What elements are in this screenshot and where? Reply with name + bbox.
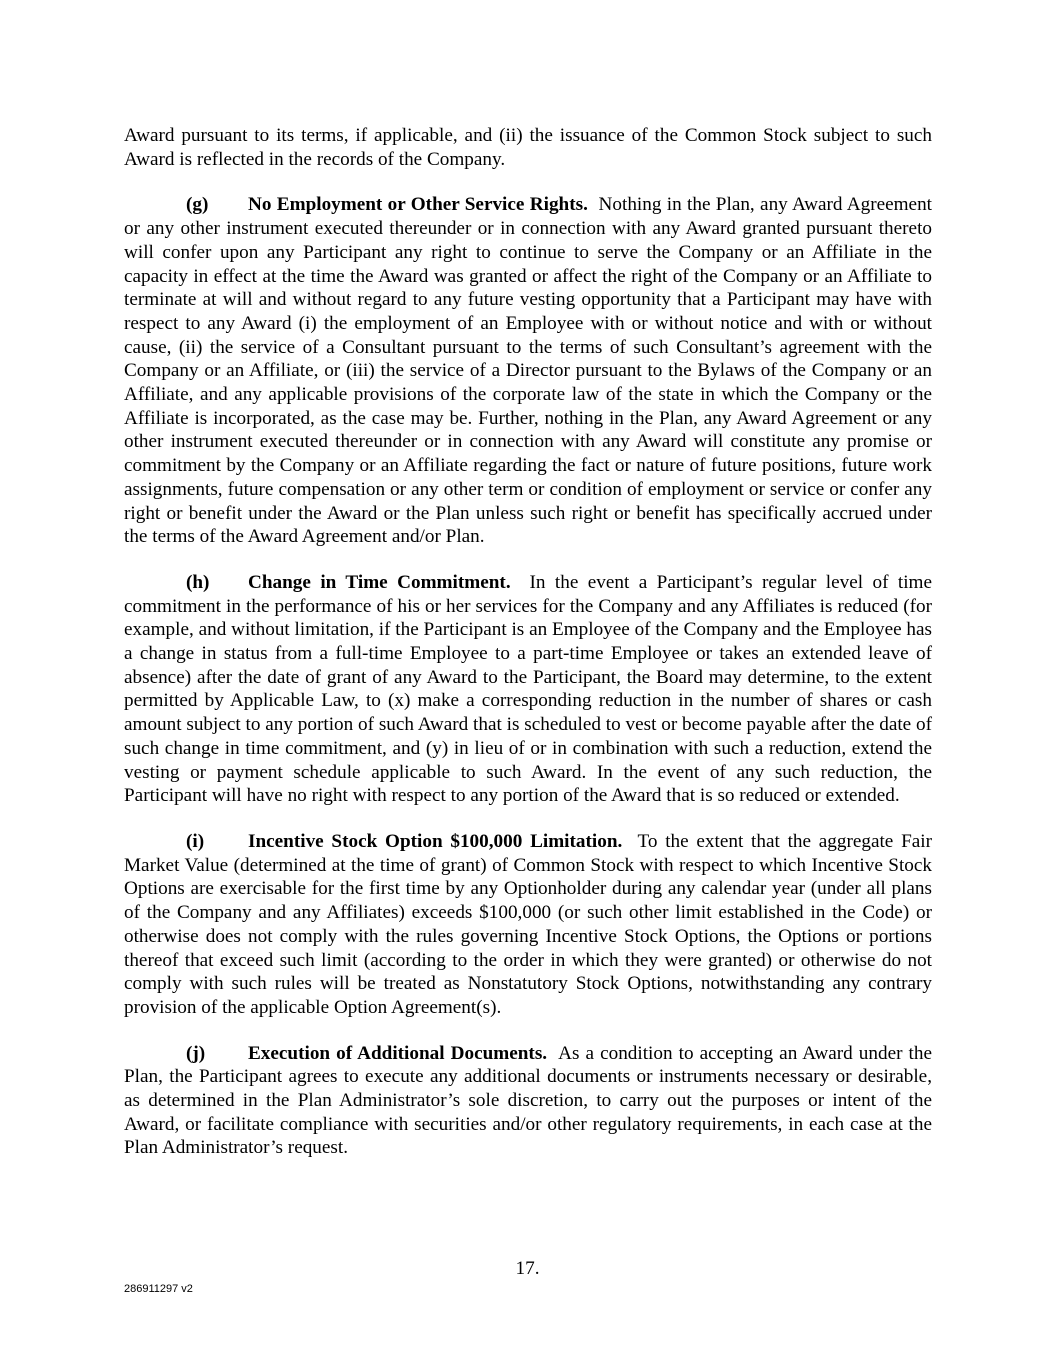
section-g-paragraph (124, 193, 932, 549)
section-i-label: (i) (186, 830, 205, 852)
section-j-body: As a condition to accepting an Award under the Plan, the Participant agrees to execute any additional documents or instruments necessary or desirable, as determined in the Plan Administrator’s sole discretion, to carry out the purposes or intent of the Award, or facilitate compliance with securities and/or other regulatory requirements, in each case at the Plan Administrator’s request. (124, 1042, 932, 1159)
section-h-body: In the event a Participant’s regular level of time commitment in the performance of his or her services for the Company and any Affiliates is reduced (for example, and without limitation, if the Participant is an Employee of the Company and the Employee has a change in status from a full-time Employee to a part-time Employee or takes an extended leave of absence) after the date of grant of any Award to the Participant, the Board may determine, to the extent permitted by Applicable Law, to (x) make a corresponding reduction in the number of shares or cash amount subject to any portion of such Award that is scheduled to vest or become payable after the date of such change in time commitment, and (y) in lieu of or in combination with such a reduction, extend the vesting or payment schedule applicable to such Award. In the event of any such reduction, the Participant will have no right with respect to any portion of the Award that is so reduced or extended. (124, 571, 933, 807)
section-j-label: (j) (186, 1042, 206, 1064)
section-j-heading: Execution of Additional Documents. (248, 1042, 548, 1064)
page-number: 17. (515, 1258, 540, 1279)
section-g-heading: No Employment or Other Service Rights. (248, 194, 588, 216)
continuation-paragraph: Award pursuant to its terms, if applicable, and (ii) the issuance of the Common Stock subject to such Award is reflected in the records of the Company. (124, 125, 932, 170)
section-i-body: To the extent that the aggregate Fair Market Value (determined at the time of grant) of Common Stock with respect to which Incentive Stock Options are exercisable for the first time by any Optionholder during any calendar year (under all plans of the Company and any Affiliates) exceeds $100,000 (or such other limit established in the Code) or otherwise does not comply with the rules governing Incentive Stock Options, the Options or portions thereof that exceed such limit (according to the order in which they were granted) or otherwise do not comply with such rules will be treated as Nonstatutory Stock Options, notwithstanding any contrary provision of the applicable Option Agreement(s). (124, 830, 932, 1018)
section-i-heading: Incentive Stock Option $100,000 Limitation. (248, 830, 623, 852)
section-h-label: (h) (186, 571, 210, 593)
section-g-body: Nothing in the Plan, any Award Agreement or any other instrument executed thereunder or in connection with any Award granted pursuant thereto will confer upon any Participant any right to continue to serve the Company or an Affiliate in the capacity in effect at the time the Award was granted or affect the right of the Company or an Affiliate to terminate at will and without regard to any future vesting opportunity that a Participant may have with respect to any Award (i) the employment of an Employee with or without notice and with or without cause, (ii) the service of a Consultant pursuant to the terms of such Consultant’s agreement with the Company or an Affiliate, or (iii) the service of a Director pursuant to the Bylaws of the Company or an Affiliate, and any applicable provisions of the corporate law of the state in which the Company or the Affiliate is incorporated, as the case may be. Further, nothing in the Plan, any Award Agreement or any other instrument executed thereunder or in connection with any Award will constitute any promise or commitment by the Company or an Affiliate regarding the fact or nature of future positions, future work assignments, future compensation or any other term or condition of employment or service or confer any right or benefit under the Award or the Plan unless such right or benefit has specifically accrued under the terms of the Award Agreement and/or Plan. (124, 194, 933, 548)
document-id: 286911297 v2 (124, 1283, 193, 1295)
document-page (124, 124, 932, 1160)
section-j-paragraph (124, 1042, 932, 1161)
section-i-paragraph (124, 830, 932, 1020)
section-h-heading: Change in Time Commitment. (248, 571, 511, 593)
section-g-label: (g) (186, 194, 209, 216)
section-h-paragraph (124, 571, 932, 808)
